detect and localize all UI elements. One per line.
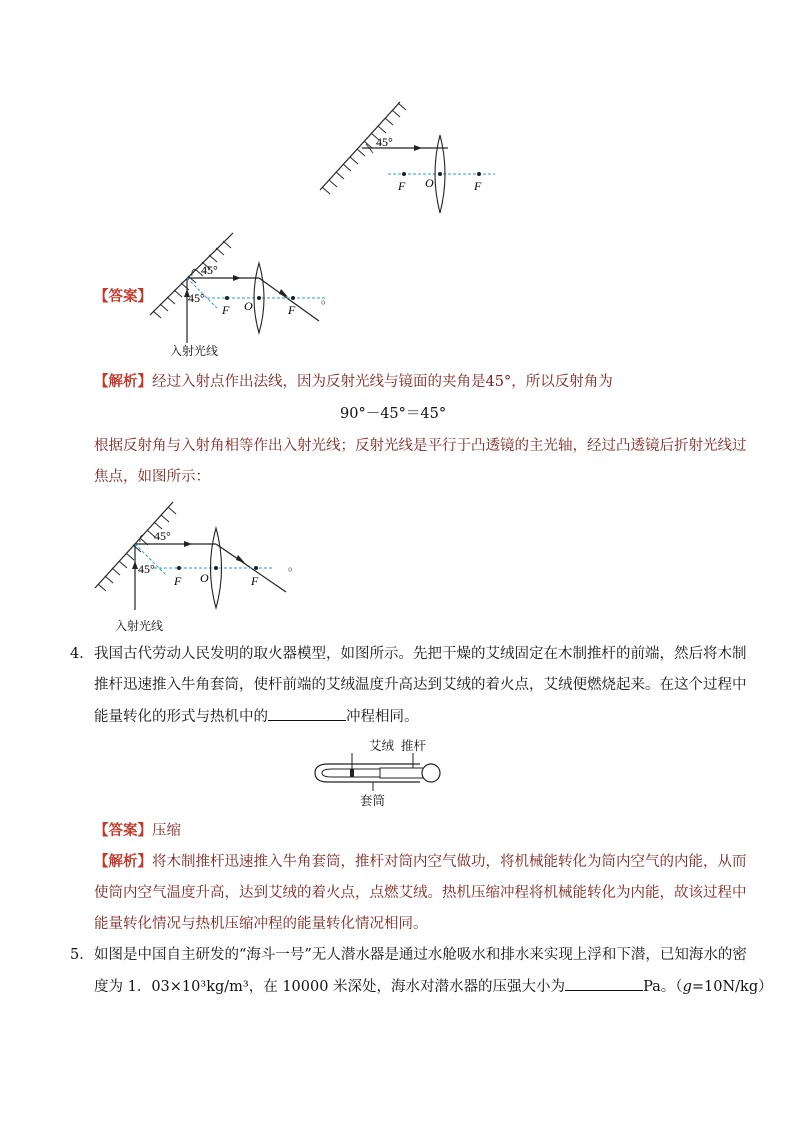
- analysis-text-line: 使筒内空气温度升高，达到艾绒的着火点，点燃艾绒。热机压缩冲程将机械能转化为内能，故该过程中: [94, 885, 747, 901]
- question-text-line: 我国古代劳动人民发明的取火器模型，如图所示。先把干燥的艾绒固定在木制推杆的前端，然后将木制: [94, 646, 747, 662]
- focus-left-label: F: [398, 179, 406, 193]
- label-ai-rong: 艾绒: [369, 738, 395, 753]
- question-text: =10N/kg）: [691, 979, 773, 995]
- label-push-rod: 推杆: [401, 738, 427, 753]
- analysis-text-line: 焦点，如图所示：: [94, 469, 210, 485]
- analysis-text: 经过入射点作出法线，因为反射光线与镜面的夹角是45°，所以反射角为: [152, 374, 613, 390]
- question-text: Pa。（: [643, 979, 683, 995]
- angle-left-label: 45°: [188, 291, 205, 305]
- answer-4: [94, 821, 181, 841]
- analysis-paragraph-4: [94, 852, 747, 872]
- figure-mirror-lens-top: [310, 95, 510, 220]
- question-text-line: 推杆迅速推入牛角套筒，使杆前端的艾绒温度升高达到艾绒的着火点，艾绒便燃烧起来。在这个过程中: [94, 677, 747, 693]
- center-label: O: [425, 176, 434, 190]
- question-text-line: [94, 706, 419, 727]
- figure-analysis-ray-diagram: [90, 495, 305, 610]
- focus-right-label: F: [288, 303, 296, 317]
- incident-ray-label: 入射光线: [170, 344, 219, 358]
- trailing-period: 。: [288, 559, 301, 573]
- analysis-tag: 【解析】: [94, 374, 152, 390]
- analysis-paragraph-1: [94, 372, 613, 392]
- formula: 90°－45°＝45°: [340, 406, 447, 422]
- focus-right-label: F: [474, 179, 482, 193]
- focus-right-label: F: [251, 574, 259, 588]
- angle-top-label: 45°: [154, 529, 171, 543]
- analysis-tag: 【解析】: [94, 854, 152, 870]
- question-text-line: 如图是中国自主研发的“海斗一号”无人潜水器是通过水舱吸水和排水来实现上浮和下潜，已知海水的密: [94, 947, 747, 963]
- question-text: 度为 1．03×10³kg/m³，在 10000 米深处，海水对潜水器的压强大小为: [94, 979, 566, 995]
- angle-top-label: 45°: [201, 263, 218, 277]
- answer-blank[interactable]: [268, 706, 346, 721]
- gravity-symbol: g: [682, 979, 692, 995]
- analysis-text: 将木制推杆迅速推入牛角套筒，推杆对筒内空气做功，将机械能转化为筒内空气的内能，从而: [152, 854, 747, 870]
- question-text: 冲程相同。: [346, 709, 419, 725]
- incident-ray-label: 入射光线: [115, 619, 164, 633]
- question-text-line: [94, 976, 773, 997]
- angle-label: 45°: [376, 135, 393, 149]
- answer-tag: 【答案】: [94, 289, 152, 305]
- question-text: 能量转化的形式与热机中的: [94, 709, 268, 725]
- trailing-period: 。: [321, 292, 334, 306]
- analysis-text-line: 根据反射角与入射角相等作出入射光线；反射光线是平行于凸透镜的主光轴，经过凸透镜后折射光线过: [94, 438, 747, 454]
- center-label: O: [200, 571, 209, 585]
- analysis-text-line: 能量转化情况与热机压缩冲程的能量转化情况相同。: [94, 916, 428, 932]
- center-label: O: [244, 299, 253, 313]
- question-5-number: 5．: [70, 947, 94, 963]
- figure-answer-ray-diagram: [145, 225, 340, 360]
- focus-left-label: F: [222, 303, 230, 317]
- label-sleeve-tube: 套筒: [360, 793, 386, 808]
- answer-text: 压缩: [152, 823, 181, 839]
- angle-left-label: 45°: [138, 562, 155, 576]
- question-4-number: 4．: [70, 646, 94, 662]
- answer-blank[interactable]: [565, 976, 643, 991]
- focus-left-label: F: [174, 574, 182, 588]
- answer-tag: 【答案】: [94, 823, 152, 839]
